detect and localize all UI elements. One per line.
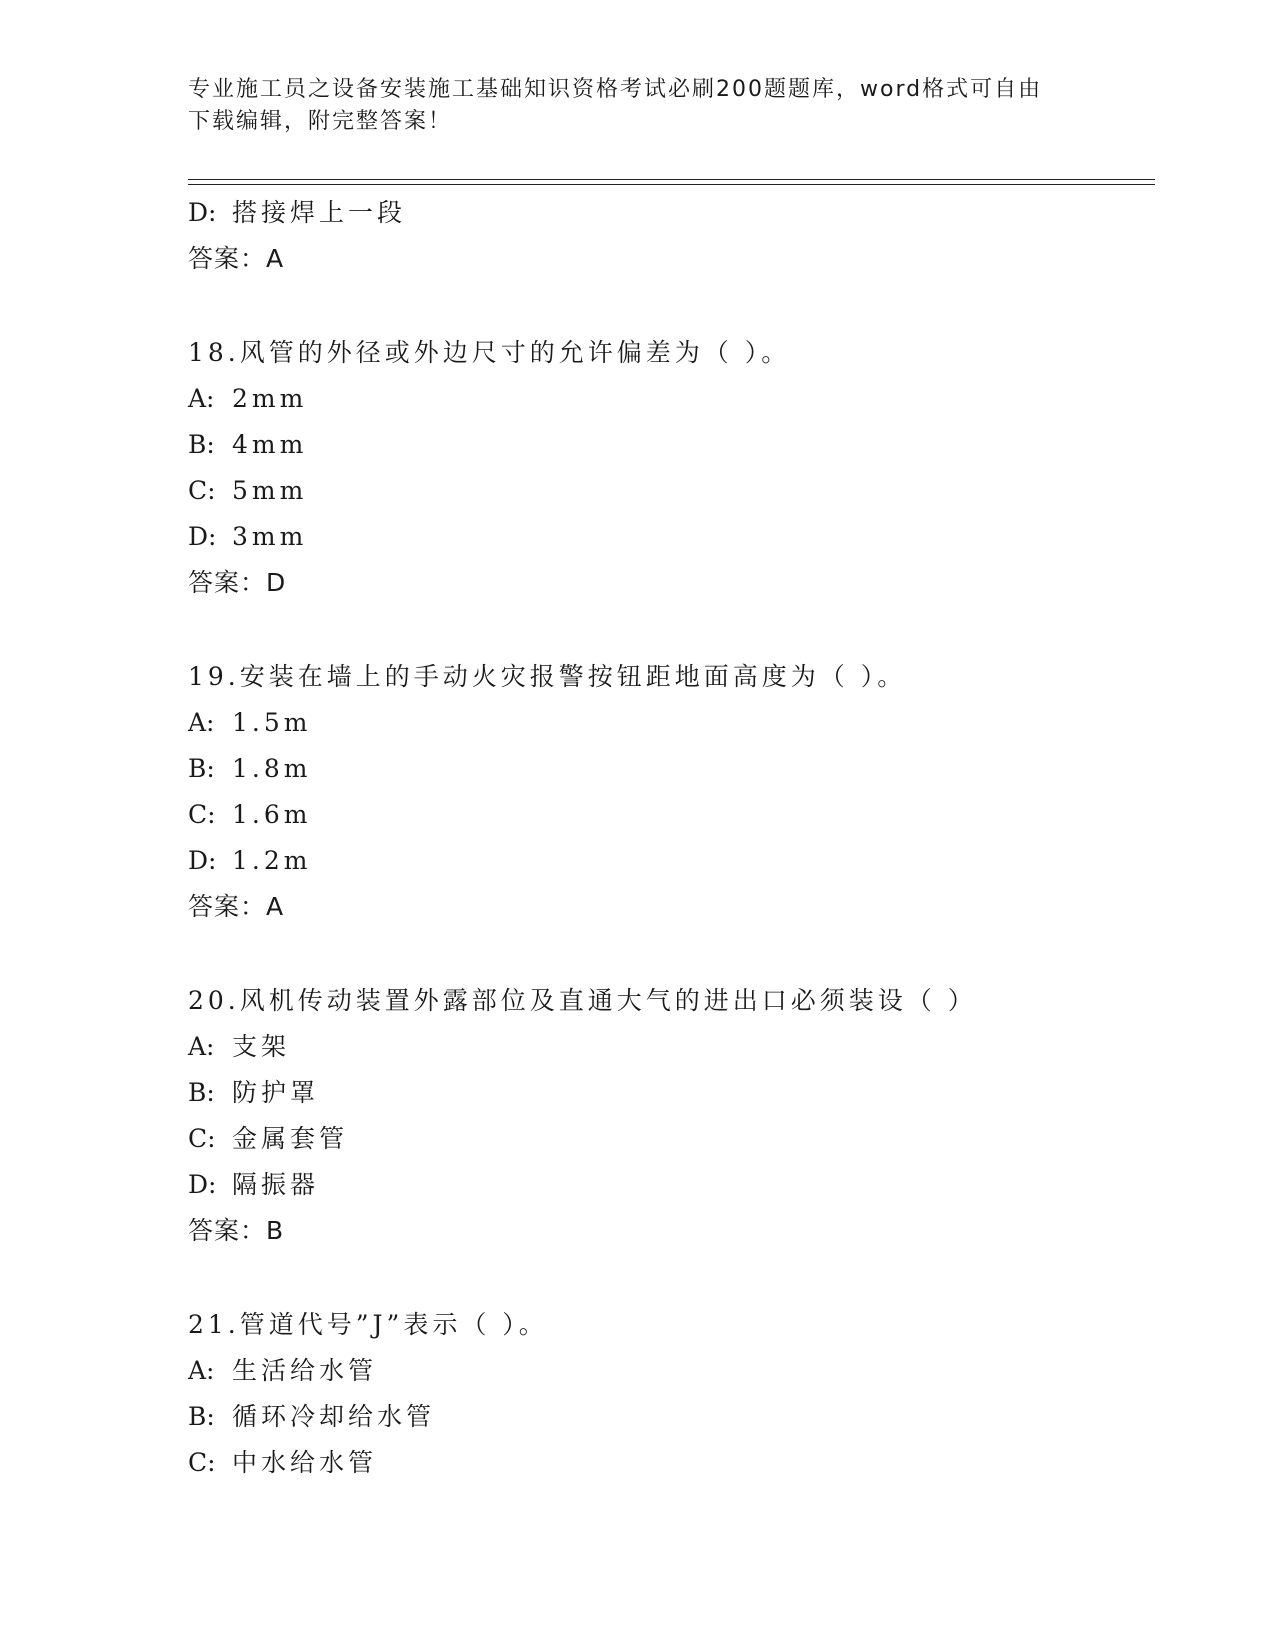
option-row	[188, 1348, 1155, 1394]
document-header	[188, 74, 1088, 138]
option-row	[188, 376, 1155, 422]
question-stem: 21.管道代号”J”表示（ ）。	[188, 1310, 548, 1339]
option-label: D:	[188, 846, 217, 875]
header-line-2: 下载编辑，附完整答案！	[188, 109, 453, 134]
question-stem: 19.安装在墙上的手动火灾报警按钮距地面高度为（ ）。	[188, 662, 907, 691]
option-label: B:	[188, 430, 215, 459]
option-row	[188, 1116, 1155, 1162]
option-label: D:	[188, 522, 217, 551]
option-label: C:	[188, 476, 216, 505]
option-text: 中水给水管	[232, 1448, 378, 1477]
option-row	[188, 514, 1155, 560]
question-stem: 18.风管的外径或外边尺寸的允许偏差为（ ）。	[188, 338, 791, 367]
option-text: 1.6m	[232, 800, 312, 829]
option-label: B:	[188, 1078, 215, 1107]
option-text: 搭接焊上一段	[232, 198, 407, 227]
question-list	[188, 190, 1155, 1486]
option-row	[188, 1024, 1155, 1070]
option-row	[188, 422, 1155, 468]
option-text: 4mm	[232, 430, 308, 459]
option-text: 金属套管	[232, 1124, 349, 1153]
option-text: 1.8m	[232, 754, 312, 783]
option-label: A:	[188, 384, 215, 413]
option-row	[188, 838, 1155, 884]
option-row	[188, 1394, 1155, 1440]
option-label: C:	[188, 1124, 216, 1153]
option-row	[188, 746, 1155, 792]
option-label: B:	[188, 754, 215, 783]
option-label: D:	[188, 198, 217, 227]
option-label: B:	[188, 1402, 215, 1431]
answer-line: 答案：B	[188, 1216, 285, 1245]
option-text: 生活给水管	[232, 1356, 378, 1385]
header-rule-top	[188, 179, 1155, 180]
option-text: 隔振器	[232, 1170, 320, 1199]
option-text: 循环冷却给水管	[232, 1402, 436, 1431]
header-rule-bottom	[188, 184, 1155, 185]
header-line-1: 专业施工员之设备安装施工基础知识资格考试必刷200题题库，word格式可自由	[188, 77, 1043, 102]
option-text: 5mm	[232, 476, 308, 505]
answer-line: 答案：D	[188, 568, 287, 597]
option-label: A:	[188, 1032, 215, 1061]
option-label: A:	[188, 708, 215, 737]
option-row	[188, 468, 1155, 514]
option-text: 3mm	[232, 522, 308, 551]
option-text: 防护罩	[232, 1078, 320, 1107]
option-text: 2mm	[232, 384, 308, 413]
option-row	[188, 190, 1155, 236]
option-label: C:	[188, 800, 216, 829]
option-row	[188, 1162, 1155, 1208]
option-row	[188, 1440, 1155, 1486]
answer-line: 答案：A	[188, 892, 285, 921]
option-row	[188, 700, 1155, 746]
option-label: A:	[188, 1356, 215, 1385]
option-label: C:	[188, 1448, 216, 1477]
option-text: 1.5m	[232, 708, 312, 737]
option-text: 1.2m	[232, 846, 312, 875]
question-stem: 20.风机传动装置外露部位及直通大气的进出口必须装设（ ）	[188, 986, 977, 1015]
option-text: 支架	[232, 1032, 291, 1061]
option-label: D:	[188, 1170, 217, 1199]
option-row	[188, 1070, 1155, 1116]
option-row	[188, 792, 1155, 838]
answer-line: 答案：A	[188, 244, 285, 273]
